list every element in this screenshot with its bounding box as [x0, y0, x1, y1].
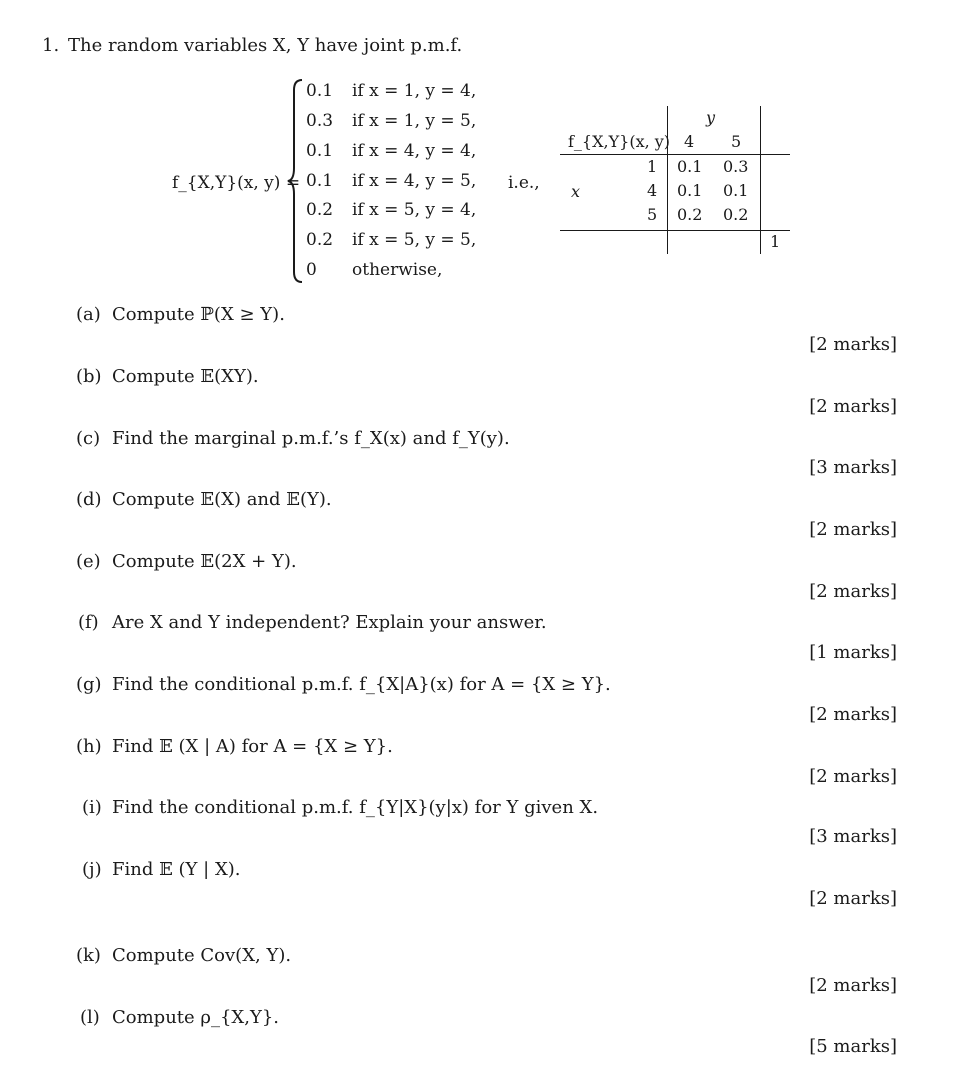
table-cell: 0.2 [677, 205, 703, 224]
part-marks: [1 marks] [809, 642, 897, 663]
part-text: Compute Cov(X, Y). [112, 945, 292, 966]
part-label: (a) [76, 304, 101, 325]
part-text: Find the marginal p.m.f.’s f_X(x) and f_Y(y). [112, 428, 510, 449]
part-marks: [2 marks] [809, 888, 897, 909]
table-col-var: y [706, 108, 716, 127]
part-label: (c) [76, 428, 101, 449]
table-col-header: 4 [684, 132, 695, 151]
part-text: Find the conditional p.m.f. f_{X|A}(x) for A = {X ≥ Y}. [112, 674, 611, 695]
table-row-var: x [571, 182, 581, 201]
part-marks: [2 marks] [809, 334, 897, 355]
ie-label: i.e., [508, 173, 540, 193]
table-cell: 0.1 [677, 181, 703, 200]
part-marks: [2 marks] [809, 704, 897, 725]
question-intro: The random variables X, Y have joint p.m.f. [68, 35, 463, 56]
part-text: Are X and Y independent? Explain your answer. [112, 612, 547, 633]
part-marks: [2 marks] [809, 766, 897, 787]
left-brace-icon [286, 78, 306, 284]
table-cell: 0.1 [723, 181, 749, 200]
part-marks: [5 marks] [809, 1036, 897, 1057]
table-cell: 0.3 [723, 157, 749, 176]
part-text: Compute ρ_{X,Y}. [112, 1007, 280, 1028]
part-label: (l) [80, 1007, 100, 1028]
part-text: Find 𝔼 (X | A) for A = {X ≥ Y}. [112, 736, 393, 757]
part-label: (f) [78, 612, 99, 633]
question-number: 1. [42, 35, 60, 56]
part-label: (e) [76, 551, 101, 572]
part-marks: [2 marks] [809, 396, 897, 417]
part-label: (d) [76, 489, 102, 510]
part-label: (g) [76, 674, 102, 695]
pmf-lhs: f_{X,Y}(x, y) = [172, 173, 301, 193]
part-text: Find the conditional p.m.f. f_{Y|X}(y|x) for Y given X. [112, 797, 599, 818]
part-label: (i) [82, 797, 102, 818]
table-total: 1 [770, 232, 781, 251]
table-corner: f_{X,Y}(x, y) [568, 132, 671, 151]
table-cell: 0.2 [723, 205, 749, 224]
part-marks: [2 marks] [809, 519, 897, 540]
table-row-x: 1 [647, 157, 658, 176]
table-row-x: 5 [647, 205, 658, 224]
part-marks: [2 marks] [809, 581, 897, 602]
table-cell: 0.1 [677, 157, 703, 176]
part-marks: [3 marks] [809, 826, 897, 847]
part-label: (k) [76, 945, 101, 966]
part-label: (h) [76, 736, 102, 757]
table-col-header: 5 [731, 132, 742, 151]
part-text: Compute ℙ(X ≥ Y). [112, 304, 285, 325]
part-text: Compute 𝔼(XY). [112, 366, 259, 387]
part-text: Find 𝔼 (Y | X). [112, 859, 241, 880]
part-label: (b) [76, 366, 102, 387]
part-text: Compute 𝔼(X) and 𝔼(Y). [112, 489, 332, 510]
part-text: Compute 𝔼(2X + Y). [112, 551, 297, 572]
part-marks: [3 marks] [809, 457, 897, 478]
part-label: (j) [82, 859, 102, 880]
part-marks: [2 marks] [809, 975, 897, 996]
table-row-x: 4 [647, 181, 658, 200]
